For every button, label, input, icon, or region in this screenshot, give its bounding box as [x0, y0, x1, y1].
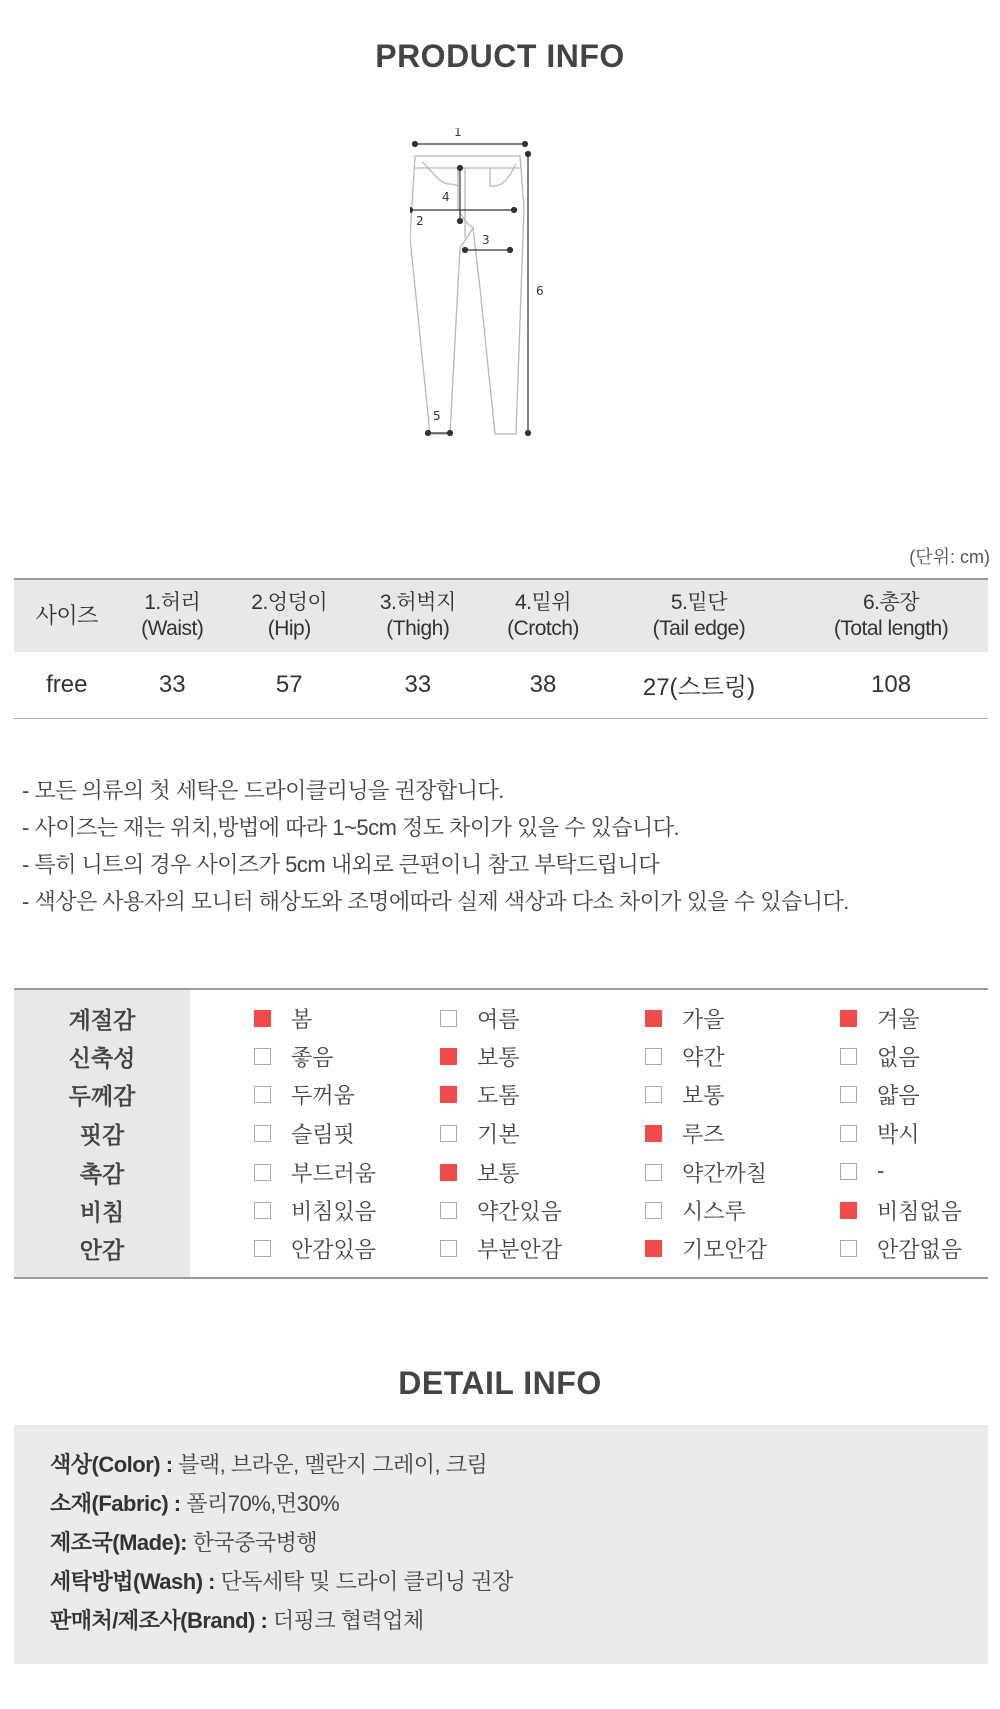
- char-option: [402, 1153, 605, 1192]
- char-option-label: 도톰: [477, 1083, 520, 1109]
- char-option-wrap: [645, 1041, 725, 1072]
- char-label: 두께감: [14, 1076, 190, 1115]
- char-option: [402, 1114, 605, 1153]
- char-option: [402, 989, 605, 1037]
- checked-box-icon: [840, 1202, 857, 1219]
- char-option: [190, 1076, 402, 1115]
- char-option-wrap: [840, 1195, 962, 1226]
- char-option-label: 보통: [477, 1160, 520, 1186]
- size-header-waist: [120, 579, 225, 652]
- diagram-label-2: 2: [416, 214, 424, 228]
- detail-row-brand: [50, 1601, 988, 1640]
- char-option: [605, 1076, 812, 1115]
- char-option-label: 보통: [477, 1044, 520, 1070]
- size-cell-total-length: 108: [794, 652, 988, 718]
- detail-row-fabric: [50, 1484, 988, 1523]
- size-table: [14, 578, 988, 719]
- char-option-wrap: [440, 1041, 520, 1072]
- char-option: [190, 1114, 402, 1153]
- char-option-wrap: [645, 1157, 767, 1188]
- size-header-size: [14, 579, 120, 652]
- char-label: 계절감: [14, 989, 190, 1037]
- unchecked-box-icon: [645, 1202, 662, 1219]
- char-row: [14, 1076, 988, 1115]
- char-option-wrap: [840, 1118, 920, 1149]
- char-label: 비침: [14, 1191, 190, 1230]
- char-row: [14, 1114, 988, 1153]
- char-option-label: 기본: [477, 1121, 520, 1147]
- char-option-label: 부분안감: [477, 1236, 563, 1262]
- char-option: [605, 1230, 812, 1278]
- size-header-total-length-ko: 6.총장: [862, 591, 920, 614]
- size-header-thigh-en: (Thigh): [386, 617, 450, 640]
- char-row: [14, 1037, 988, 1076]
- size-cell-hip: 57: [225, 652, 354, 718]
- checked-box-icon: [440, 1086, 457, 1103]
- size-table-header-row: [14, 579, 988, 652]
- detail-info-title: DETAIL INFO: [398, 1365, 602, 1401]
- char-option-label: 루즈: [682, 1121, 725, 1147]
- size-cell-thigh: 33: [354, 652, 483, 718]
- note-item: - 사이즈는 재는 위치,방법에 따라 1~5cm 정도 차이가 있을 수 있습니다.: [22, 815, 680, 840]
- char-option-label: 안감있음: [291, 1236, 377, 1262]
- char-option-wrap: [254, 1041, 334, 1072]
- char-option-label: 약간: [682, 1044, 725, 1070]
- size-header-thigh-ko: 3.허벅지: [379, 591, 456, 614]
- size-header-waist-ko: 1.허리: [144, 591, 201, 614]
- char-option-wrap: [254, 1003, 312, 1034]
- char-option: [402, 1230, 605, 1278]
- size-table-row: [14, 652, 988, 718]
- char-option-label: 기모안감: [682, 1236, 768, 1262]
- char-option-wrap: [840, 1041, 920, 1072]
- size-header-hip: [225, 579, 354, 652]
- char-option-wrap: [440, 1079, 520, 1110]
- size-header-tail-edge-ko: 5.밑단: [670, 591, 727, 614]
- size-cell-crotch: 38: [482, 652, 604, 718]
- char-option: [190, 1230, 402, 1278]
- char-row: [14, 1153, 988, 1192]
- char-option: [812, 1191, 988, 1230]
- note-item: - 특히 니트의 경우 사이즈가 5cm 내외로 큰편이니 참고 부탁드립니다: [22, 852, 659, 877]
- note-item: - 색상은 사용자의 모니터 해상도와 조명에따라 실제 색상과 다소 차이가 있을 수 있습니다.: [22, 889, 849, 914]
- char-option-label: 안감없음: [877, 1236, 963, 1262]
- char-option-label: 박시: [877, 1121, 920, 1147]
- size-cell-waist: 33: [120, 652, 225, 718]
- char-option: [605, 989, 812, 1037]
- size-header-thigh: [354, 579, 483, 652]
- size-header-crotch-ko: 4.밑위: [514, 591, 572, 614]
- char-option-label: 약간까칠: [682, 1160, 768, 1186]
- detail-key: 색상(Color) :: [50, 1452, 179, 1477]
- size-header-hip-en: (Hip): [267, 617, 311, 640]
- unchecked-box-icon: [254, 1164, 271, 1181]
- char-option-label: -: [877, 1158, 885, 1184]
- diagram-label-1: 1: [454, 128, 462, 139]
- unchecked-box-icon: [254, 1048, 271, 1065]
- char-option: [812, 1153, 988, 1192]
- detail-value: 폴리70%,면30%: [186, 1491, 340, 1516]
- char-option: [812, 1037, 988, 1076]
- char-option-wrap: [440, 1118, 520, 1149]
- char-option: [190, 1037, 402, 1076]
- char-option-wrap: [440, 1233, 562, 1264]
- detail-key: 판매처/제조사(Brand) :: [50, 1608, 273, 1633]
- size-header-hip-ko: 2.엉덩이: [251, 591, 328, 614]
- unchecked-box-icon: [254, 1086, 271, 1103]
- char-row: [14, 1191, 988, 1230]
- checked-box-icon: [254, 1010, 271, 1027]
- char-option-wrap: [840, 1003, 920, 1034]
- unit-label: (단위: cm): [909, 547, 990, 567]
- char-option: [402, 1191, 605, 1230]
- char-option-label: 슬림핏: [291, 1121, 355, 1147]
- char-label: 신축성: [14, 1037, 190, 1076]
- unchecked-box-icon: [440, 1240, 457, 1257]
- unchecked-box-icon: [440, 1125, 457, 1142]
- unchecked-box-icon: [440, 1202, 457, 1219]
- char-option-wrap: [645, 1118, 725, 1149]
- char-option-wrap: [440, 1195, 562, 1226]
- detail-value: 더핑크 협력업체: [272, 1608, 424, 1633]
- size-cell-size: free: [14, 652, 120, 718]
- unchecked-box-icon: [840, 1240, 857, 1257]
- char-option-label: 부드러움: [291, 1160, 377, 1186]
- detail-info-box: [14, 1425, 988, 1664]
- product-info-title: PRODUCT INFO: [375, 38, 625, 74]
- char-option-label: 보통: [682, 1083, 725, 1109]
- char-option-label: 가을: [682, 1007, 725, 1032]
- char-option-wrap: [440, 1003, 520, 1034]
- size-header-total-length: [794, 579, 988, 652]
- diagram-label-5: 5: [433, 409, 441, 423]
- char-option-label: 두꺼움: [291, 1083, 355, 1109]
- char-option-label: 비침있음: [291, 1199, 377, 1225]
- unchecked-box-icon: [440, 1010, 457, 1027]
- char-option-wrap: [840, 1079, 920, 1110]
- unchecked-box-icon: [254, 1240, 271, 1257]
- char-option-wrap: [840, 1158, 884, 1184]
- char-option-label: 겨울: [877, 1007, 920, 1032]
- char-option: [190, 1191, 402, 1230]
- checked-box-icon: [645, 1240, 662, 1257]
- pants-measurement-diagram: [410, 128, 610, 503]
- char-option: [190, 989, 402, 1037]
- char-option-label: 없음: [877, 1044, 920, 1070]
- size-header-size-label: 사이즈: [35, 603, 98, 628]
- char-option: [190, 1153, 402, 1192]
- char-option-wrap: [254, 1157, 376, 1188]
- char-option: [605, 1037, 812, 1076]
- detail-row-color: [50, 1445, 988, 1484]
- unchecked-box-icon: [645, 1164, 662, 1181]
- detail-value: 한국중국병행: [192, 1530, 318, 1555]
- checked-box-icon: [645, 1010, 662, 1027]
- unchecked-box-icon: [254, 1202, 271, 1219]
- detail-key: 소재(Fabric) :: [50, 1491, 187, 1516]
- char-option-wrap: [440, 1157, 520, 1188]
- char-option-label: 봄: [291, 1007, 313, 1032]
- checked-box-icon: [440, 1164, 457, 1181]
- char-option-label: 얇음: [877, 1083, 920, 1109]
- char-option: [402, 1076, 605, 1115]
- care-notes: [22, 772, 982, 920]
- unchecked-box-icon: [840, 1125, 857, 1142]
- size-header-total-length-en: (Total length): [833, 617, 949, 640]
- detail-key: 세탁방법(Wash) :: [50, 1569, 221, 1594]
- char-option-wrap: [840, 1233, 962, 1264]
- diagram-label-6: 6: [536, 284, 544, 298]
- char-option-label: 좋음: [291, 1044, 334, 1070]
- char-option-wrap: [645, 1233, 767, 1264]
- unchecked-box-icon: [645, 1086, 662, 1103]
- char-option-wrap: [645, 1195, 746, 1226]
- char-option-label: 비침없음: [877, 1199, 963, 1225]
- size-header-crotch-en: (Crotch): [507, 617, 579, 640]
- size-header-tail-edge: [604, 579, 794, 652]
- char-option-wrap: [645, 1079, 725, 1110]
- detail-value: 단독세탁 및 드라이 클리닝 권장: [220, 1569, 513, 1594]
- char-option-wrap: [645, 1003, 725, 1034]
- char-option: [402, 1037, 605, 1076]
- char-label: 안감: [14, 1230, 190, 1278]
- detail-row-wash: [50, 1562, 988, 1601]
- checked-box-icon: [440, 1048, 457, 1065]
- characteristics-table: [14, 988, 988, 1279]
- char-option: [605, 1114, 812, 1153]
- detail-row-made: [50, 1523, 988, 1562]
- unchecked-box-icon: [254, 1125, 271, 1142]
- char-option-label: 시스루: [682, 1199, 746, 1225]
- diagram-label-4: 4: [442, 190, 450, 204]
- note-item: - 모든 의류의 첫 세탁은 드라이클리닝을 권장합니다.: [22, 778, 504, 803]
- char-option-label: 약간있음: [477, 1199, 563, 1225]
- char-label: 촉감: [14, 1153, 190, 1192]
- char-option: [605, 1153, 812, 1192]
- char-row: [14, 989, 988, 1037]
- char-option-label: 여름: [477, 1007, 520, 1032]
- char-option-wrap: [254, 1195, 376, 1226]
- char-option: [812, 989, 988, 1037]
- unchecked-box-icon: [840, 1086, 857, 1103]
- unchecked-box-icon: [840, 1048, 857, 1065]
- char-option: [605, 1191, 812, 1230]
- char-option-wrap: [254, 1079, 355, 1110]
- char-option: [812, 1076, 988, 1115]
- unchecked-box-icon: [840, 1163, 857, 1180]
- size-header-crotch: [482, 579, 604, 652]
- detail-value: 블랙, 브라운, 멜란지 그레이, 크림: [178, 1452, 488, 1477]
- checked-box-icon: [645, 1125, 662, 1142]
- checked-box-icon: [840, 1010, 857, 1027]
- size-header-waist-en: (Waist): [141, 617, 204, 640]
- diagram-label-3: 3: [482, 233, 490, 247]
- char-option: [812, 1114, 988, 1153]
- detail-key: 제조국(Made):: [50, 1530, 193, 1555]
- char-option: [812, 1230, 988, 1278]
- unchecked-box-icon: [645, 1048, 662, 1065]
- size-header-tail-edge-en: (Tail edge): [652, 617, 746, 640]
- char-option-wrap: [254, 1233, 376, 1264]
- size-cell-tail-edge: 27(스트링): [604, 652, 794, 718]
- char-row: [14, 1230, 988, 1278]
- char-label: 핏감: [14, 1114, 190, 1153]
- char-option-wrap: [254, 1118, 355, 1149]
